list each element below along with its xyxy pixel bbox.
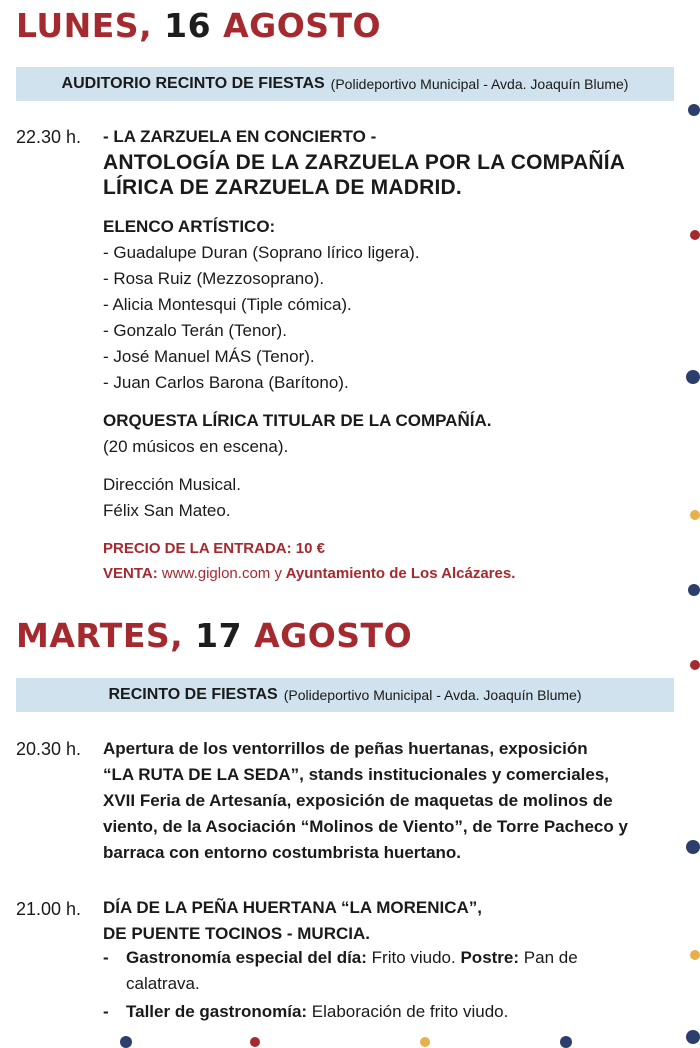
- weekday: MARTES,: [16, 616, 184, 655]
- event-line: viento, de la Asociación “Molinos de Viento”, de Torre Pacheco y: [103, 817, 628, 836]
- cast-heading: ELENCO ARTÍSTICO:: [103, 217, 276, 236]
- sale-label: VENTA:: [103, 565, 158, 582]
- confetti-dot: [420, 1037, 430, 1047]
- item-label: Gastronomía especial del día:: [126, 948, 367, 967]
- venue-location: (Polideportivo Municipal - Avda. Joaquín Blume): [283, 687, 582, 703]
- direction-label: Dirección Musical.: [103, 475, 241, 494]
- musicians-count: (20 músicos en escena).: [103, 437, 289, 456]
- event-title-line1: DÍA DE LA PEÑA HUERTANA “LA MORENICA”,: [103, 898, 483, 917]
- confetti-dot: [690, 230, 700, 240]
- cast-member: - Juan Carlos Barona (Barítono).: [103, 373, 349, 392]
- day-title-tuesday: [16, 616, 412, 656]
- day-number: 16: [164, 6, 212, 45]
- venue-location: (Polideportivo Municipal - Avda. Joaquín Blume): [330, 76, 629, 92]
- event-time: 21.00 h.: [16, 899, 82, 919]
- confetti-dot: [120, 1036, 132, 1048]
- confetti-dot: [686, 370, 700, 384]
- direction-section: [103, 472, 673, 524]
- event-subtitle: - LA ZARZUELA EN CONCIERTO -: [103, 127, 377, 146]
- confetti-dot: [686, 1030, 700, 1044]
- event-details: [103, 895, 673, 947]
- ticket-price: PRECIO DE LA ENTRADA: 10 €: [103, 540, 325, 557]
- event-time: 20.30 h.: [16, 739, 82, 759]
- bullet-dash: -: [103, 948, 109, 967]
- item-text: Elaboración de frito viudo.: [307, 1002, 509, 1021]
- cast-member: - Guadalupe Duran (Soprano lírico ligera).: [103, 243, 420, 262]
- cast-member: - Rosa Ruiz (Mezzosoprano).: [103, 269, 325, 288]
- director-name: Félix San Mateo.: [103, 501, 231, 520]
- event-title-line2: DE PUENTE TOCINOS - MURCIA.: [103, 924, 370, 943]
- event-title-line1: ANTOLOGÍA DE LA ZARZUELA POR LA COMPAÑÍA: [103, 151, 626, 174]
- bullet-dash: -: [103, 1002, 109, 1021]
- ticket-info: [103, 536, 673, 586]
- item-text: Pan de: [519, 948, 578, 967]
- event-details: [103, 124, 673, 200]
- weekday: LUNES,: [16, 6, 153, 45]
- month: AGOSTO: [254, 616, 413, 655]
- event-title-line2: LÍRICA DE ZARZUELA DE MADRID.: [103, 176, 462, 199]
- event-line: “LA RUTA DE LA SEDA”, stands institucionales y comerciales,: [103, 765, 610, 784]
- item-text: calatrava.: [126, 974, 200, 993]
- confetti-dot: [688, 104, 700, 116]
- orchestra-name: ORQUESTA LÍRICA TITULAR DE LA COMPAÑÍA.: [103, 411, 492, 430]
- cast-member: - Alicia Montesqui (Tiple cómica).: [103, 295, 352, 314]
- venue-name: AUDITORIO RECINTO DE FIESTAS: [61, 75, 325, 92]
- event-details: [103, 736, 673, 866]
- venue-bar: [16, 67, 674, 101]
- day-number: 17: [195, 616, 243, 655]
- month: AGOSTO: [223, 6, 382, 45]
- cast-member: - Gonzalo Terán (Tenor).: [103, 321, 287, 340]
- confetti-dot: [250, 1037, 260, 1047]
- event-line: XVII Feria de Artesanía, exposición de maquetas de molinos de: [103, 791, 613, 810]
- sale-place: Ayuntamiento de Los Alcázares.: [285, 565, 516, 582]
- event-time: 22.30 h.: [16, 127, 82, 147]
- venue-bar: [16, 678, 674, 712]
- item-label: Postre:: [460, 948, 520, 967]
- event-line: Apertura de los ventorrillos de peñas huertanas, exposición: [103, 739, 588, 758]
- confetti-dot: [686, 840, 700, 854]
- confetti-dot: [690, 510, 700, 520]
- gastronomy-item: [126, 945, 674, 997]
- cast-member: - José Manuel MÁS (Tenor).: [103, 347, 315, 366]
- ticket-sale: [103, 561, 673, 586]
- item-label: Taller de gastronomía:: [126, 1002, 308, 1021]
- orchestra-section: [103, 408, 673, 460]
- confetti-dot: [560, 1036, 572, 1048]
- confetti-dot: [690, 660, 700, 670]
- day-title-monday: [16, 6, 381, 46]
- workshop-item: [126, 999, 674, 1025]
- event-line: barraca con entorno costumbrista huertano.: [103, 843, 462, 862]
- venue-name: RECINTO DE FIESTAS: [108, 686, 278, 703]
- confetti-dot: [690, 950, 700, 960]
- sale-web-link[interactable]: www.giglon.com y: [161, 565, 282, 582]
- confetti-dot: [688, 584, 700, 596]
- item-text: Frito viudo.: [366, 948, 461, 967]
- cast-section: [103, 214, 673, 396]
